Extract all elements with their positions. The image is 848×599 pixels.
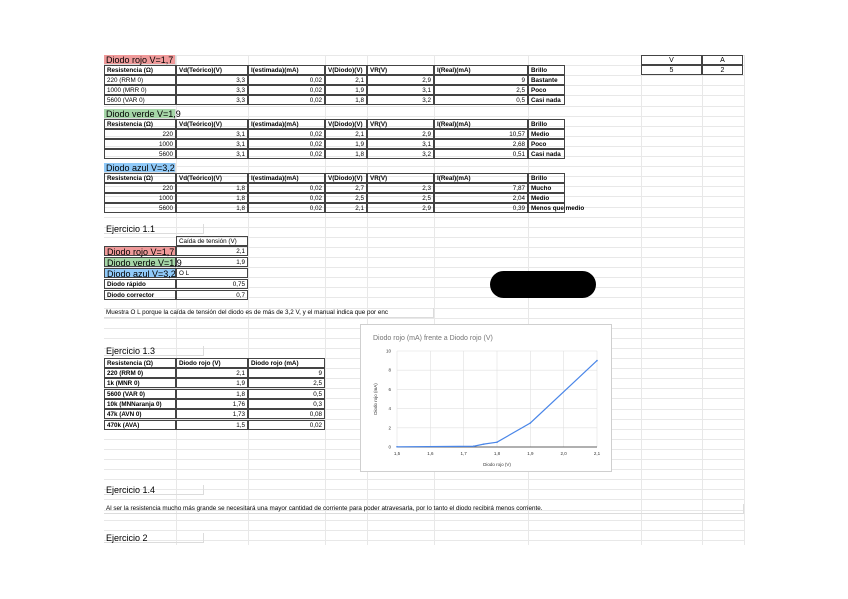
table3-header[interactable]: I(estimada)(mA) xyxy=(248,173,325,183)
ej14-text[interactable]: Al ser la resistencia mucho más grande se necesitará una mayor cantidad de corriente para poder atravesarla, por lo tanto el diodo recibirá menos corriente. xyxy=(104,504,744,514)
ej13-cell[interactable]: 220 (RRM 0) xyxy=(104,368,176,378)
table2-cell[interactable]: 1000 xyxy=(104,139,176,149)
redaction-blob xyxy=(490,271,596,298)
data-point xyxy=(530,422,532,424)
table3-cell[interactable]: 2,3 xyxy=(367,183,434,193)
ej13-cell[interactable]: 5600 (VAR 0) xyxy=(104,389,176,399)
table2-cell[interactable]: 10,57 xyxy=(434,129,528,139)
grid-line xyxy=(104,479,744,480)
ej14-text-row xyxy=(104,504,744,514)
ej14-title-row xyxy=(104,485,744,495)
table3-cell[interactable]: 0,39 xyxy=(434,203,528,213)
table1-cell[interactable]: 2,1 xyxy=(325,75,367,85)
table3-cell[interactable]: 2,1 xyxy=(325,203,367,213)
x-tick-label: 2,1 xyxy=(593,451,601,456)
ej13-cell[interactable]: 1,8 xyxy=(176,389,248,399)
table1-header[interactable]: I(estimada)(mA) xyxy=(248,65,325,75)
table3-cell[interactable]: 220 xyxy=(104,183,176,193)
table1-header[interactable]: Vd(Teórico)(V) xyxy=(176,65,248,75)
table2-row xyxy=(104,129,744,139)
chart[interactable] xyxy=(360,324,612,472)
data-point xyxy=(473,445,475,447)
ej13-header[interactable]: Diodo rojo (mA) xyxy=(248,358,325,368)
table3-header[interactable]: Vd(Teórico)(V) xyxy=(176,173,248,183)
ej11-value[interactable]: 0,75 xyxy=(176,279,248,289)
header-v: V xyxy=(641,55,702,65)
table3-header[interactable]: Brillo xyxy=(528,173,565,183)
table2-cell[interactable]: 220 xyxy=(104,129,176,139)
table3-cell[interactable]: 5600 xyxy=(104,203,176,213)
ej11-header-row xyxy=(104,236,744,246)
ej11-label[interactable]: Diodo corrector xyxy=(104,290,176,300)
table2-title-row xyxy=(104,109,744,119)
ej11-label[interactable]: Diodo rojo V=1,7 xyxy=(104,246,176,256)
table2-cell[interactable]: 0,51 xyxy=(434,149,528,159)
ej13-cell[interactable]: 1,5 xyxy=(176,420,248,430)
x-tick-label: 2,0 xyxy=(560,451,567,456)
table2-header[interactable]: I(Real)(mA) xyxy=(434,119,528,129)
table1-cell[interactable]: 0,02 xyxy=(248,95,325,105)
grid-line xyxy=(104,520,744,521)
table1-cell[interactable]: Casi nada xyxy=(528,95,565,105)
ej11-note-row xyxy=(104,308,744,318)
header-a: A xyxy=(702,55,743,65)
table3-cell[interactable]: 1000 xyxy=(104,193,176,203)
table1-header[interactable]: V(Diodo)(V) xyxy=(325,65,367,75)
table1-title[interactable]: Diodo rojo V=1,7 xyxy=(104,55,176,65)
table1-header[interactable]: I(Real)(mA) xyxy=(434,65,528,75)
table2-cell[interactable]: 3,1 xyxy=(176,129,248,139)
table1-row xyxy=(104,95,744,105)
table2-header[interactable]: VR(V) xyxy=(367,119,434,129)
table2-header[interactable]: I(estimada)(mA) xyxy=(248,119,325,129)
table1-cell[interactable]: 2,5 xyxy=(434,85,528,95)
table2-cell[interactable]: Casi nada xyxy=(528,149,565,159)
table1-cell[interactable]: 1000 (MRR 0) xyxy=(104,85,176,95)
data-point xyxy=(396,446,398,448)
grid-column xyxy=(744,55,745,545)
table1-cell[interactable]: 0,02 xyxy=(248,85,325,95)
ej13-cell[interactable]: 1,73 xyxy=(176,409,248,419)
ej11-row xyxy=(104,290,744,300)
x-tick-label: 1,6 xyxy=(427,451,434,456)
table1-cell[interactable]: 2,9 xyxy=(367,75,434,85)
data-point xyxy=(596,360,598,362)
table3-header[interactable]: Resistencia (Ω) xyxy=(104,173,176,183)
table3-row xyxy=(104,183,744,193)
table1-cell[interactable]: 3,3 xyxy=(176,75,248,85)
table3-header[interactable]: VR(V) xyxy=(367,173,434,183)
table2-cell[interactable]: 3,1 xyxy=(176,139,248,149)
table1-cell[interactable]: 3,3 xyxy=(176,95,248,105)
table1-cell[interactable]: 1,9 xyxy=(325,85,367,95)
y-tick-label: 4 xyxy=(388,406,391,412)
table1-cell[interactable]: 0,02 xyxy=(248,75,325,85)
ej11-header[interactable]: Caída de tensión (V) xyxy=(176,236,248,246)
table3-cell[interactable]: 1,8 xyxy=(176,203,248,213)
table3-cell[interactable]: Mucho xyxy=(528,183,565,193)
ej11-note[interactable]: Muestra O L porque la caída de tensión del diodo es de más de 3,2 V, y el manual indica que por enc xyxy=(104,308,434,318)
x-axis-label: Diodo rojo (V) xyxy=(483,462,511,467)
ej11-row xyxy=(104,246,744,256)
value-a: 2 xyxy=(702,65,743,75)
ej13-cell[interactable]: 2,5 xyxy=(248,378,325,388)
y-tick-label: 10 xyxy=(385,348,391,354)
grid-line xyxy=(104,217,744,218)
ej13-cell[interactable]: 0,5 xyxy=(248,389,325,399)
table3-cell[interactable]: Medio xyxy=(528,193,565,203)
ej11-value[interactable]: 2,1 xyxy=(176,246,248,256)
table2-header-row xyxy=(104,119,744,129)
ej13-cell[interactable]: 1,9 xyxy=(176,378,248,388)
y-axis-label: Diodo rojo (mA) xyxy=(373,383,378,415)
table3-cell[interactable]: 2,7 xyxy=(325,183,367,193)
grid-line xyxy=(104,530,744,531)
table1-header[interactable]: Brillo xyxy=(528,65,565,75)
table1-header[interactable]: VR(V) xyxy=(367,65,434,75)
ej14-title[interactable]: Ejercicio 1.4 xyxy=(104,485,204,495)
data-point xyxy=(496,441,498,443)
x-tick-label: 1,8 xyxy=(493,451,501,456)
table3-cell[interactable]: 1,8 xyxy=(176,193,248,203)
table3-header-row xyxy=(104,173,744,183)
y-tick-label: 2 xyxy=(388,425,391,431)
table3-cell[interactable]: 0,02 xyxy=(248,183,325,193)
ej13-cell[interactable]: 2,1 xyxy=(176,368,248,378)
ej11-value[interactable]: 0,7 xyxy=(176,290,248,300)
ej13-cell[interactable]: 470k (AVA) xyxy=(104,420,176,430)
table2-cell[interactable]: 0,02 xyxy=(248,149,325,159)
ej11-row xyxy=(104,279,744,289)
table2-cell[interactable]: 2,9 xyxy=(367,129,434,139)
table2-title[interactable]: Diodo verde V=1,9 xyxy=(106,109,181,119)
table3-cell[interactable]: 2,5 xyxy=(325,193,367,203)
table3-cell[interactable]: 7,87 xyxy=(434,183,528,193)
ej13-cell[interactable]: 0,08 xyxy=(248,409,325,419)
table2-cell[interactable]: 1,9 xyxy=(325,139,367,149)
table2-cell[interactable]: 3,1 xyxy=(367,139,434,149)
ej11-row xyxy=(104,257,744,267)
y-tick-label: 0 xyxy=(388,444,391,450)
x-tick-label: 1,7 xyxy=(460,451,467,456)
table3-header[interactable]: V(Diodo)(V) xyxy=(325,173,367,183)
table3-cell[interactable]: 2,5 xyxy=(367,193,434,203)
ej11-label[interactable]: Diodo rápido xyxy=(104,279,176,289)
table1-row xyxy=(104,85,744,95)
table2-cell[interactable]: Poco xyxy=(528,139,565,149)
table2-header[interactable]: Resistencia (Ω) xyxy=(104,119,176,129)
table2-header[interactable]: Brillo xyxy=(528,119,565,129)
table1-row xyxy=(104,75,744,85)
table3-title[interactable]: Diodo azul V=3,2 xyxy=(106,163,175,173)
table2-cell[interactable]: 0,02 xyxy=(248,129,325,139)
table2-row xyxy=(104,139,744,149)
table3-cell[interactable]: 2,04 xyxy=(434,193,528,203)
y-tick-label: 8 xyxy=(388,367,391,373)
ej2-title-row xyxy=(104,533,744,543)
table2-row xyxy=(104,149,744,159)
ej13-cell[interactable]: 0,02 xyxy=(248,420,325,430)
ej2-title[interactable]: Ejercicio 2 xyxy=(104,533,204,543)
table2-cell[interactable]: 3,2 xyxy=(367,149,434,159)
ej13-header[interactable]: Resistencia (Ω) xyxy=(104,358,176,368)
table1-cell[interactable]: Poco xyxy=(528,85,565,95)
ej13-cell[interactable]: 10k (MNNaranja 0) xyxy=(104,399,176,409)
ej11-row xyxy=(104,268,744,278)
table2-cell[interactable]: 2,68 xyxy=(434,139,528,149)
ej11-label[interactable]: Diodo verde V=1,9 xyxy=(104,257,176,267)
ej13-cell[interactable]: 0,3 xyxy=(248,399,325,409)
table3-cell[interactable]: Menos que medio xyxy=(528,203,565,213)
table2-header[interactable]: Vd(Teórico)(V) xyxy=(176,119,248,129)
table1-cell[interactable]: 3,2 xyxy=(367,95,434,105)
table1-cell[interactable]: 9 xyxy=(434,75,528,85)
x-tick-label: 1,5 xyxy=(393,451,401,456)
table1-cell[interactable]: 3,1 xyxy=(367,85,434,95)
table1-cell[interactable]: 1,8 xyxy=(325,95,367,105)
table3-title-row xyxy=(104,163,744,173)
table1-cell[interactable]: Bastante xyxy=(528,75,565,85)
chart-title: Diodo rojo (mA) frente a Diodo rojo (V) xyxy=(373,335,493,342)
table3-cell[interactable]: 0,02 xyxy=(248,193,325,203)
table1-cell[interactable]: 3,3 xyxy=(176,85,248,95)
table3-cell[interactable]: 0,02 xyxy=(248,203,325,213)
grid-line xyxy=(104,499,744,500)
ej13-header[interactable]: Diodo rojo (V) xyxy=(176,358,248,368)
ej13-cell[interactable]: 9 xyxy=(248,368,325,378)
ej11-value[interactable]: O L xyxy=(176,268,248,278)
table2-cell[interactable]: 0,02 xyxy=(248,139,325,149)
value-v: 5 xyxy=(641,65,702,75)
ej11-title[interactable]: Ejercicio 1.1 xyxy=(104,224,204,234)
table2-cell[interactable]: 3,1 xyxy=(176,149,248,159)
table3-row xyxy=(104,193,744,203)
table3-cell[interactable]: 2,9 xyxy=(367,203,434,213)
table1-header[interactable]: Resistencia (Ω) xyxy=(104,65,176,75)
y-tick-label: 6 xyxy=(388,386,391,392)
table1-cell[interactable]: 0,5 xyxy=(434,95,528,105)
ej11-label[interactable]: Diodo azul V=3,2 xyxy=(104,268,176,278)
ej11-value[interactable]: 1,9 xyxy=(176,257,248,267)
table2-cell[interactable]: 5600 xyxy=(104,149,176,159)
table2-header[interactable]: V(Diodo)(V) xyxy=(325,119,367,129)
chart-svg xyxy=(361,325,613,473)
table3-cell[interactable]: 1,8 xyxy=(176,183,248,193)
ej13-cell[interactable]: 1,76 xyxy=(176,399,248,409)
table2-cell[interactable]: Medio xyxy=(528,129,565,139)
table1-cell[interactable]: 220 (RRM 0) xyxy=(104,75,176,85)
table1-cell[interactable]: 5600 (VAR 0) xyxy=(104,95,176,105)
ej13-title[interactable]: Ejercicio 1.3 xyxy=(104,346,204,356)
ej11-title-row xyxy=(104,224,744,234)
table2-cell[interactable]: 2,1 xyxy=(325,129,367,139)
x-tick-label: 1,9 xyxy=(527,451,534,456)
ej13-cell[interactable]: 1k (MNR 0) xyxy=(104,378,176,388)
table3-header[interactable]: I(Real)(mA) xyxy=(434,173,528,183)
table2-cell[interactable]: 1,8 xyxy=(325,149,367,159)
table3-row xyxy=(104,203,744,213)
data-point xyxy=(483,443,485,445)
ej13-cell[interactable]: 47k (AVN 0) xyxy=(104,409,176,419)
